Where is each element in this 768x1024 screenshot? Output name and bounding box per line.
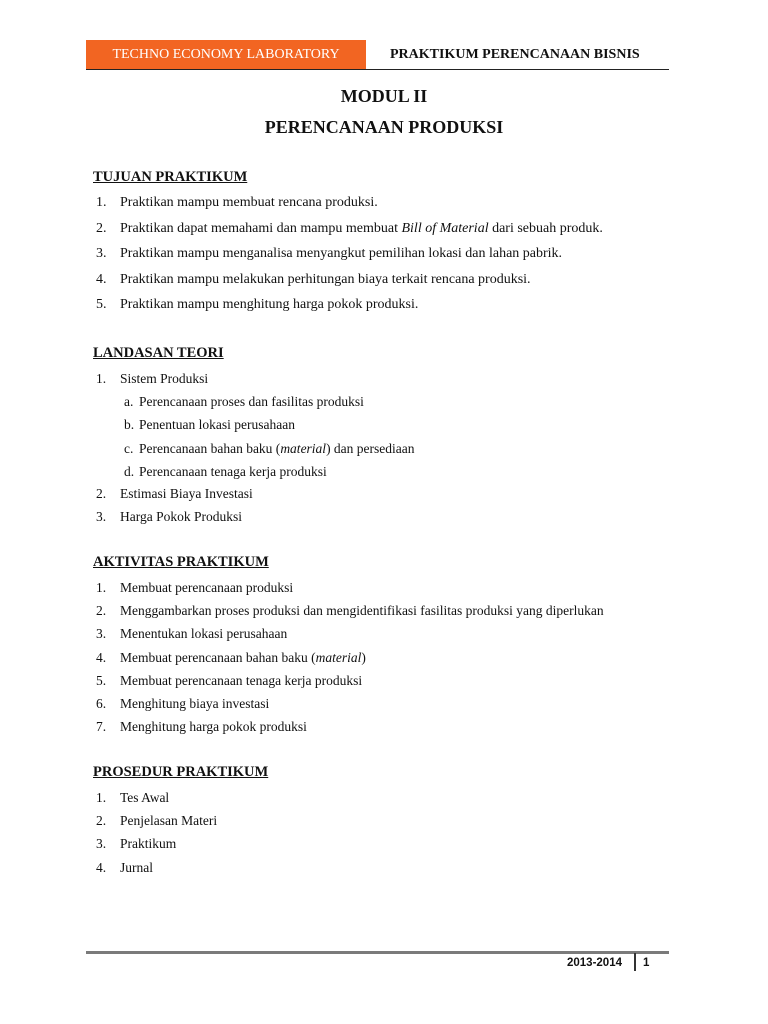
list-item (96, 695, 604, 718)
item-text: dari sebuah produk. (488, 220, 603, 236)
list-item (96, 835, 217, 858)
list-item (96, 789, 217, 812)
item-emphasis: Bill of Material (401, 220, 489, 236)
list-item (96, 602, 604, 625)
landasan-sublist (124, 393, 415, 486)
module-number: MODUL II (340, 86, 428, 106)
list-item (96, 220, 603, 246)
item-text: Praktikan mampu menghitung harga pokok produksi. (120, 297, 419, 312)
item-text: ) dan persediaan (326, 440, 415, 456)
item-number: 3. (96, 246, 107, 261)
page-number: 1 (643, 957, 650, 969)
item-number: 5. (96, 297, 107, 312)
item-text: Praktikan mampu melakukan perhitungan biaya terkait rencana produksi. (120, 271, 531, 287)
course-title: PRAKTIKUM PERENCANAAN BISNIS (390, 47, 640, 62)
list-item (96, 271, 603, 297)
item-number: 4. (96, 649, 107, 665)
list-item (96, 812, 217, 835)
sub-item (124, 463, 415, 486)
item-text: Praktikan mampu menganalisa menyangkut pemilihan lokasi dan lahan pabrik. (120, 246, 563, 261)
list-item (96, 579, 604, 602)
item-text: Penjelasan Materi (120, 813, 218, 829)
item-number: 3. (96, 626, 107, 642)
item-number: 2. (96, 486, 107, 501)
list-item (96, 508, 253, 531)
tujuan-list (96, 194, 603, 322)
item-number: 1. (96, 790, 107, 805)
item-number: 1. (96, 371, 107, 386)
landasan-list-1 (96, 370, 208, 393)
item-text: Praktikan mampu membuat rencana produksi. (120, 195, 378, 210)
aktivitas-list (96, 579, 604, 741)
item-text: Menentukan lokasi perusahaan (120, 626, 288, 642)
item-number: 7. (96, 719, 107, 735)
section-heading-tujuan: TUJUAN PRAKTIKUM (93, 169, 248, 185)
sub-item (124, 440, 415, 463)
item-text: Membuat perencanaan tenaga kerja produksi (120, 672, 363, 688)
footer-year: 2013-2014 (567, 957, 622, 969)
list-item (96, 718, 604, 741)
item-text: Sistem Produksi (120, 371, 209, 386)
item-text: Perencanaan bahan baku ( (139, 440, 281, 456)
item-text: Membuat perencanaan bahan baku ( (120, 649, 316, 665)
item-number: 2. (96, 220, 107, 236)
section-heading-aktivitas: AKTIVITAS PRAKTIKUM (93, 554, 269, 570)
item-number: 3. (96, 836, 107, 852)
item-text: Jurnal (120, 859, 153, 875)
section-heading-prosedur: PROSEDUR PRAKTIKUM (93, 764, 269, 780)
item-letter: c. (124, 440, 134, 456)
item-text: Perencanaan proses dan fasilitas produksi (139, 394, 364, 409)
item-letter: d. (124, 463, 135, 479)
lab-name-banner: TECHNO ECONOMY LABORATORY (86, 40, 366, 69)
item-emphasis: material (280, 440, 327, 456)
item-number: 2. (96, 813, 107, 829)
landasan-list-2 (96, 485, 253, 531)
item-number: 1. (96, 580, 107, 595)
item-emphasis: material (315, 649, 362, 665)
item-text: Praktikum (120, 836, 177, 852)
item-number: 1. (96, 195, 107, 210)
item-letter: b. (124, 417, 135, 433)
item-text: Harga Pokok Produksi (120, 509, 243, 525)
item-letter: a. (124, 394, 134, 409)
prosedur-list (96, 789, 217, 882)
item-number: 2. (96, 603, 107, 619)
item-text: Penentuan lokasi perusahaan (139, 417, 295, 433)
item-text: Estimasi Biaya Investasi (120, 486, 253, 501)
page-header (86, 40, 669, 70)
list-item (96, 625, 604, 648)
footer-separator (634, 953, 636, 971)
sub-item (124, 393, 415, 416)
list-item (96, 485, 253, 508)
item-text: Menghitung harga pokok produksi (120, 719, 307, 735)
item-text: Menghitung biaya investasi (120, 695, 270, 711)
item-number: 3. (96, 509, 107, 525)
item-text: ) (361, 649, 366, 665)
list-item (96, 859, 217, 882)
item-text: Praktikan dapat memahami dan mampu membuat (120, 220, 402, 236)
footer-divider (86, 951, 669, 954)
list-item (96, 672, 604, 695)
list-item (96, 649, 604, 672)
item-number: 6. (96, 695, 107, 711)
header-divider (86, 69, 669, 70)
list-item (96, 245, 603, 271)
list-item (96, 370, 208, 393)
list-item (96, 296, 603, 322)
item-number: 5. (96, 672, 107, 688)
item-number: 4. (96, 859, 107, 875)
item-text: Membuat perencanaan produksi (120, 580, 294, 595)
list-item (96, 194, 603, 220)
item-text: Menggambarkan proses produksi dan mengidentifikasi fasilitas produksi yang diperlukan (120, 603, 604, 619)
section-heading-landasan: LANDASAN TEORI (93, 345, 224, 361)
item-text: Tes Awal (120, 790, 170, 805)
item-text: Perencanaan tenaga kerja produksi (139, 463, 327, 479)
sub-item (124, 416, 415, 439)
item-number: 4. (96, 271, 107, 287)
module-title: PERENCANAAN PRODUKSI (264, 117, 504, 137)
